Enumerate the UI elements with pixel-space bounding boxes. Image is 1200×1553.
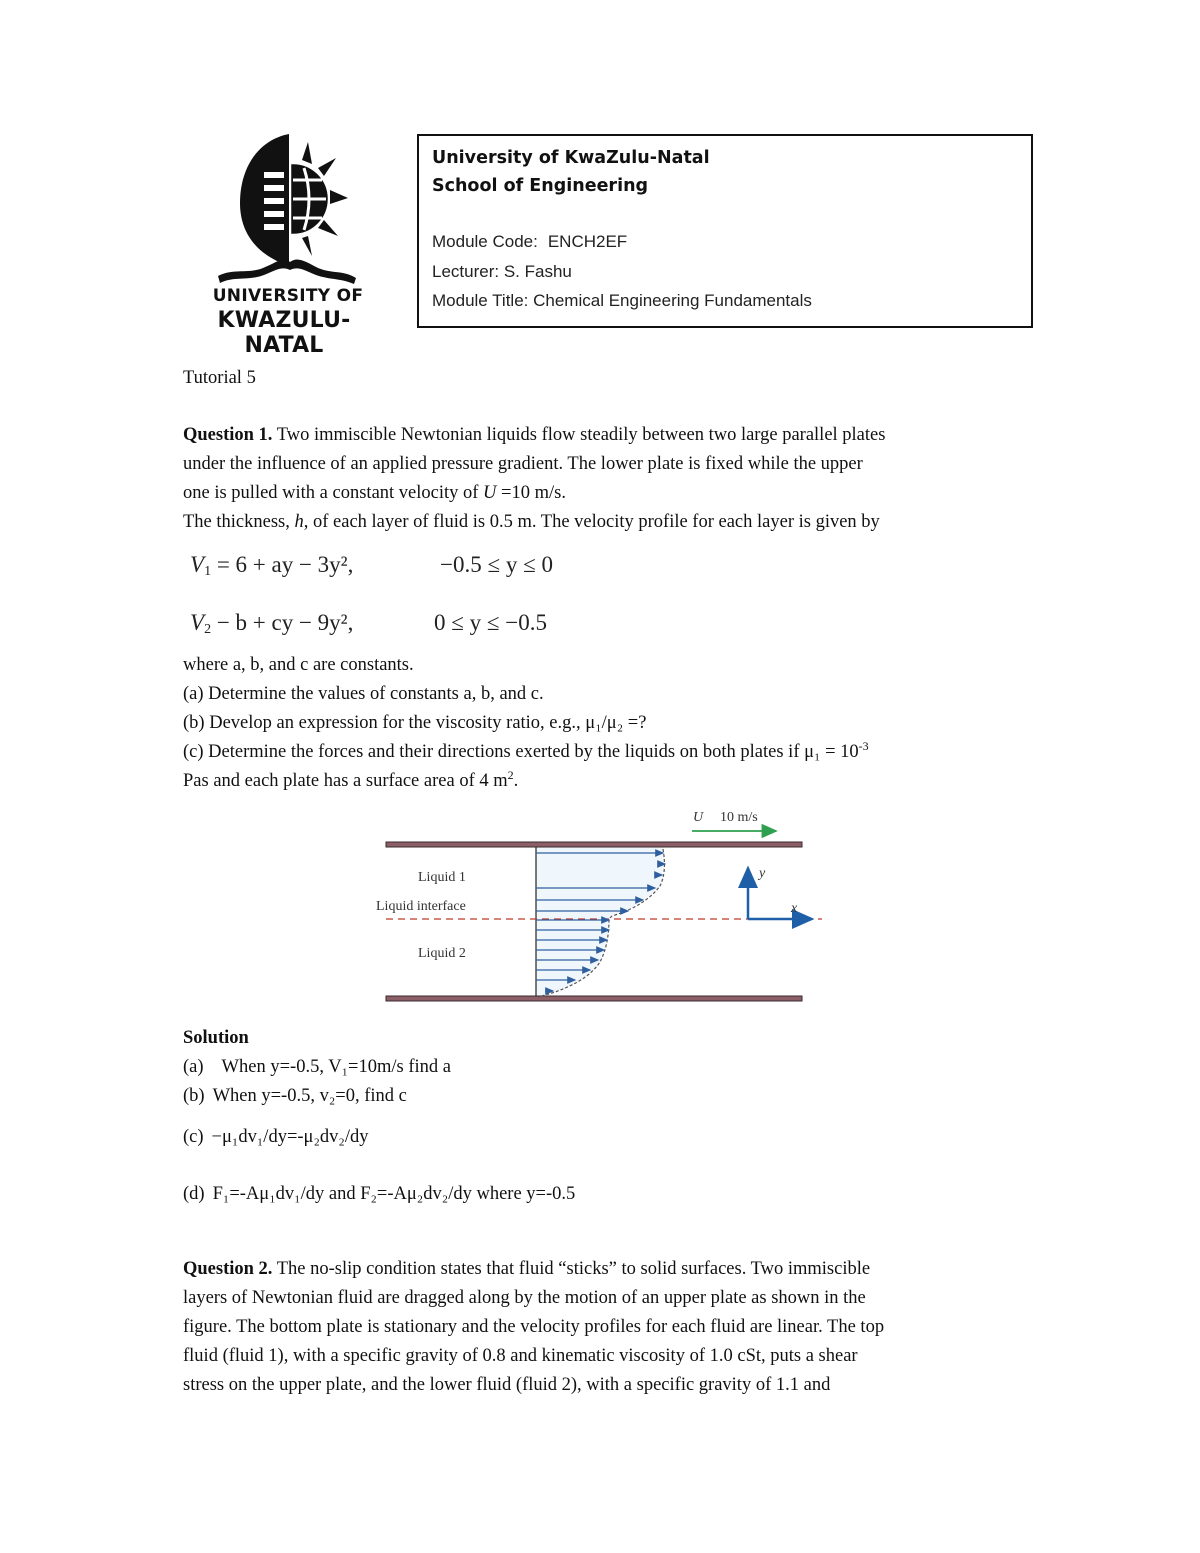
module-title-value: Chemical Engineering Fundamentals [533,291,812,310]
part-c-label: (c) [183,742,204,762]
equation-v2 [190,610,353,636]
question1-line3 [183,479,1018,508]
shield-sun-emblem-icon [178,128,390,288]
question2-line4: fluid (fluid 1), with a specific gravity of 0.8 and kinematic viscosity of 1.0 cSt, puts a shear [183,1346,858,1366]
module-title-label: Module Title: [432,291,529,310]
question2-line5: stress on the upper plate, and the lower fluid (fluid 2), with a specific gravity of 1.1 and [183,1375,831,1395]
part-c-line2 [183,767,1018,796]
question1-label: Question 1. [183,425,273,445]
interface-label: Liquid interface [376,899,466,914]
lecturer-value: S. Fashu [503,262,572,281]
solution-a-text: When y=-0.5, V₁=10m/s find a [221,1057,451,1077]
liquid2-label: Liquid 2 [418,946,466,961]
liquid1-label: Liquid 1 [418,870,466,885]
question1-paragraph [183,421,1018,537]
lecturer-row [432,262,572,282]
part-c [183,738,1018,767]
question2-line2: layers of Newtonian fluid are dragged along by the motion of an upper plate as shown in the [183,1288,866,1308]
solution-title-text: Solution [183,1028,249,1048]
velocity-profile-figure [370,805,830,1010]
question2-line1-text: The no-slip condition states that fluid “sticks” to solid surfaces. Two immiscible [276,1259,871,1279]
module-info-box [417,134,1033,328]
thickness-variable: h [294,512,304,532]
eq1-lhs-sub: 1 [204,564,212,579]
solution-item-d [183,1180,1018,1209]
solution-d-text: F₁=-Aμ₁dv₁/dy and F₂=-Aμ₂dv₂/dy where y=-0.5 [212,1184,576,1204]
u-value: 10 m/s [720,810,758,825]
equation-v1-domain: −0.5 ≤ y ≤ 0 [440,552,553,577]
module-code-value: ENCH2EF [547,232,628,251]
part-b-text: Develop an expression for the viscosity ratio, e.g., μ₁/μ₂ =? [204,713,647,733]
u-label: U [693,810,704,825]
module-title-row [432,291,812,311]
eq2-rhs: − b + cy − 9y², [211,610,354,635]
part-a-label: (a) [183,684,204,704]
question1-line4 [183,508,1018,537]
question1-line2: under the influence of an applied pressure gradient. The lower plate is fixed while the upper [183,454,863,474]
eq1-lhs: V [190,552,205,577]
eq2-lhs: V [190,610,205,635]
solution-c-text: −μ₁dv₁/dy=-μ₂dv₂/dy [211,1127,369,1147]
part-b [183,709,1018,738]
question1-line1 [183,421,1018,450]
solution-c-label: (c) [183,1127,204,1147]
solution-item-c [183,1123,1018,1152]
solution-item-b [183,1082,1018,1111]
logo-text-line1: UNIVERSITY OF [212,286,364,306]
part-c-line2-end: . [513,771,519,791]
equation-v2-domain: 0 ≤ y ≤ −0.5 [434,610,547,635]
question1-line3-text: one is pulled with a constant velocity of [183,483,484,503]
logo-text-line2: KWAZULU-NATAL [217,308,351,358]
velocity-variable: U [483,483,497,503]
solution-b-label: (b) [183,1086,205,1106]
module-code-row [432,232,627,252]
school-name: School of Engineering [432,176,649,196]
module-code-label: Module Code: [432,232,538,251]
part-c-exponent: -3 [858,739,869,753]
solution-item-a [183,1053,1018,1082]
tutorial-title: Tutorial 5 [183,368,256,388]
solution-d-label: (d) [183,1184,205,1204]
eq2-lhs-sub: 2 [204,622,212,637]
constants-text: where a, b, and c are constants. [183,655,414,675]
part-b-label: (b) [183,713,205,733]
question1-parts [183,651,1018,796]
solution-section [183,1024,1018,1209]
university-name: University of KwaZulu-Natal [432,148,710,168]
question1-line4-post: , of each layer of fluid is 0.5 m. The velocity profile for each layer is given by [303,512,880,532]
area-exponent: 2 [507,768,514,782]
y-axis-label: y [759,866,766,881]
part-c-text: Determine the forces and their directions exerted by the liquids on both plates if μ₁ = 10 [203,742,859,762]
question2-line1 [183,1255,1018,1284]
part-a-text: Determine the values of constants a, b, and c. [203,684,544,704]
eq1-rhs: = 6 + ay − 3y², [211,552,354,577]
part-a [183,680,1018,709]
question2-paragraph [183,1255,1018,1400]
question1-line4-pre: The thickness, [183,512,295,532]
solution-b-text: When y=-0.5, v₂=0, find c [212,1086,407,1106]
equation-v1 [190,552,353,578]
solution-title [183,1024,1018,1053]
part-c-line2-text: Pas and each plate has a surface area of 4 m [183,771,508,791]
lecturer-label: Lecturer: [432,262,500,281]
university-logo [178,128,390,358]
question2-label: Question 2. [183,1259,273,1279]
solution-a-label: (a) [183,1057,204,1077]
x-axis-label: x [791,901,798,916]
question1-text: Two immiscible Newtonian liquids flow steadily between two large parallel plates [276,425,886,445]
velocity-value: =10 m/s. [496,483,566,503]
question2-line3: figure. The bottom plate is stationary and the velocity profiles for each fluid are linear. The top [183,1317,885,1337]
